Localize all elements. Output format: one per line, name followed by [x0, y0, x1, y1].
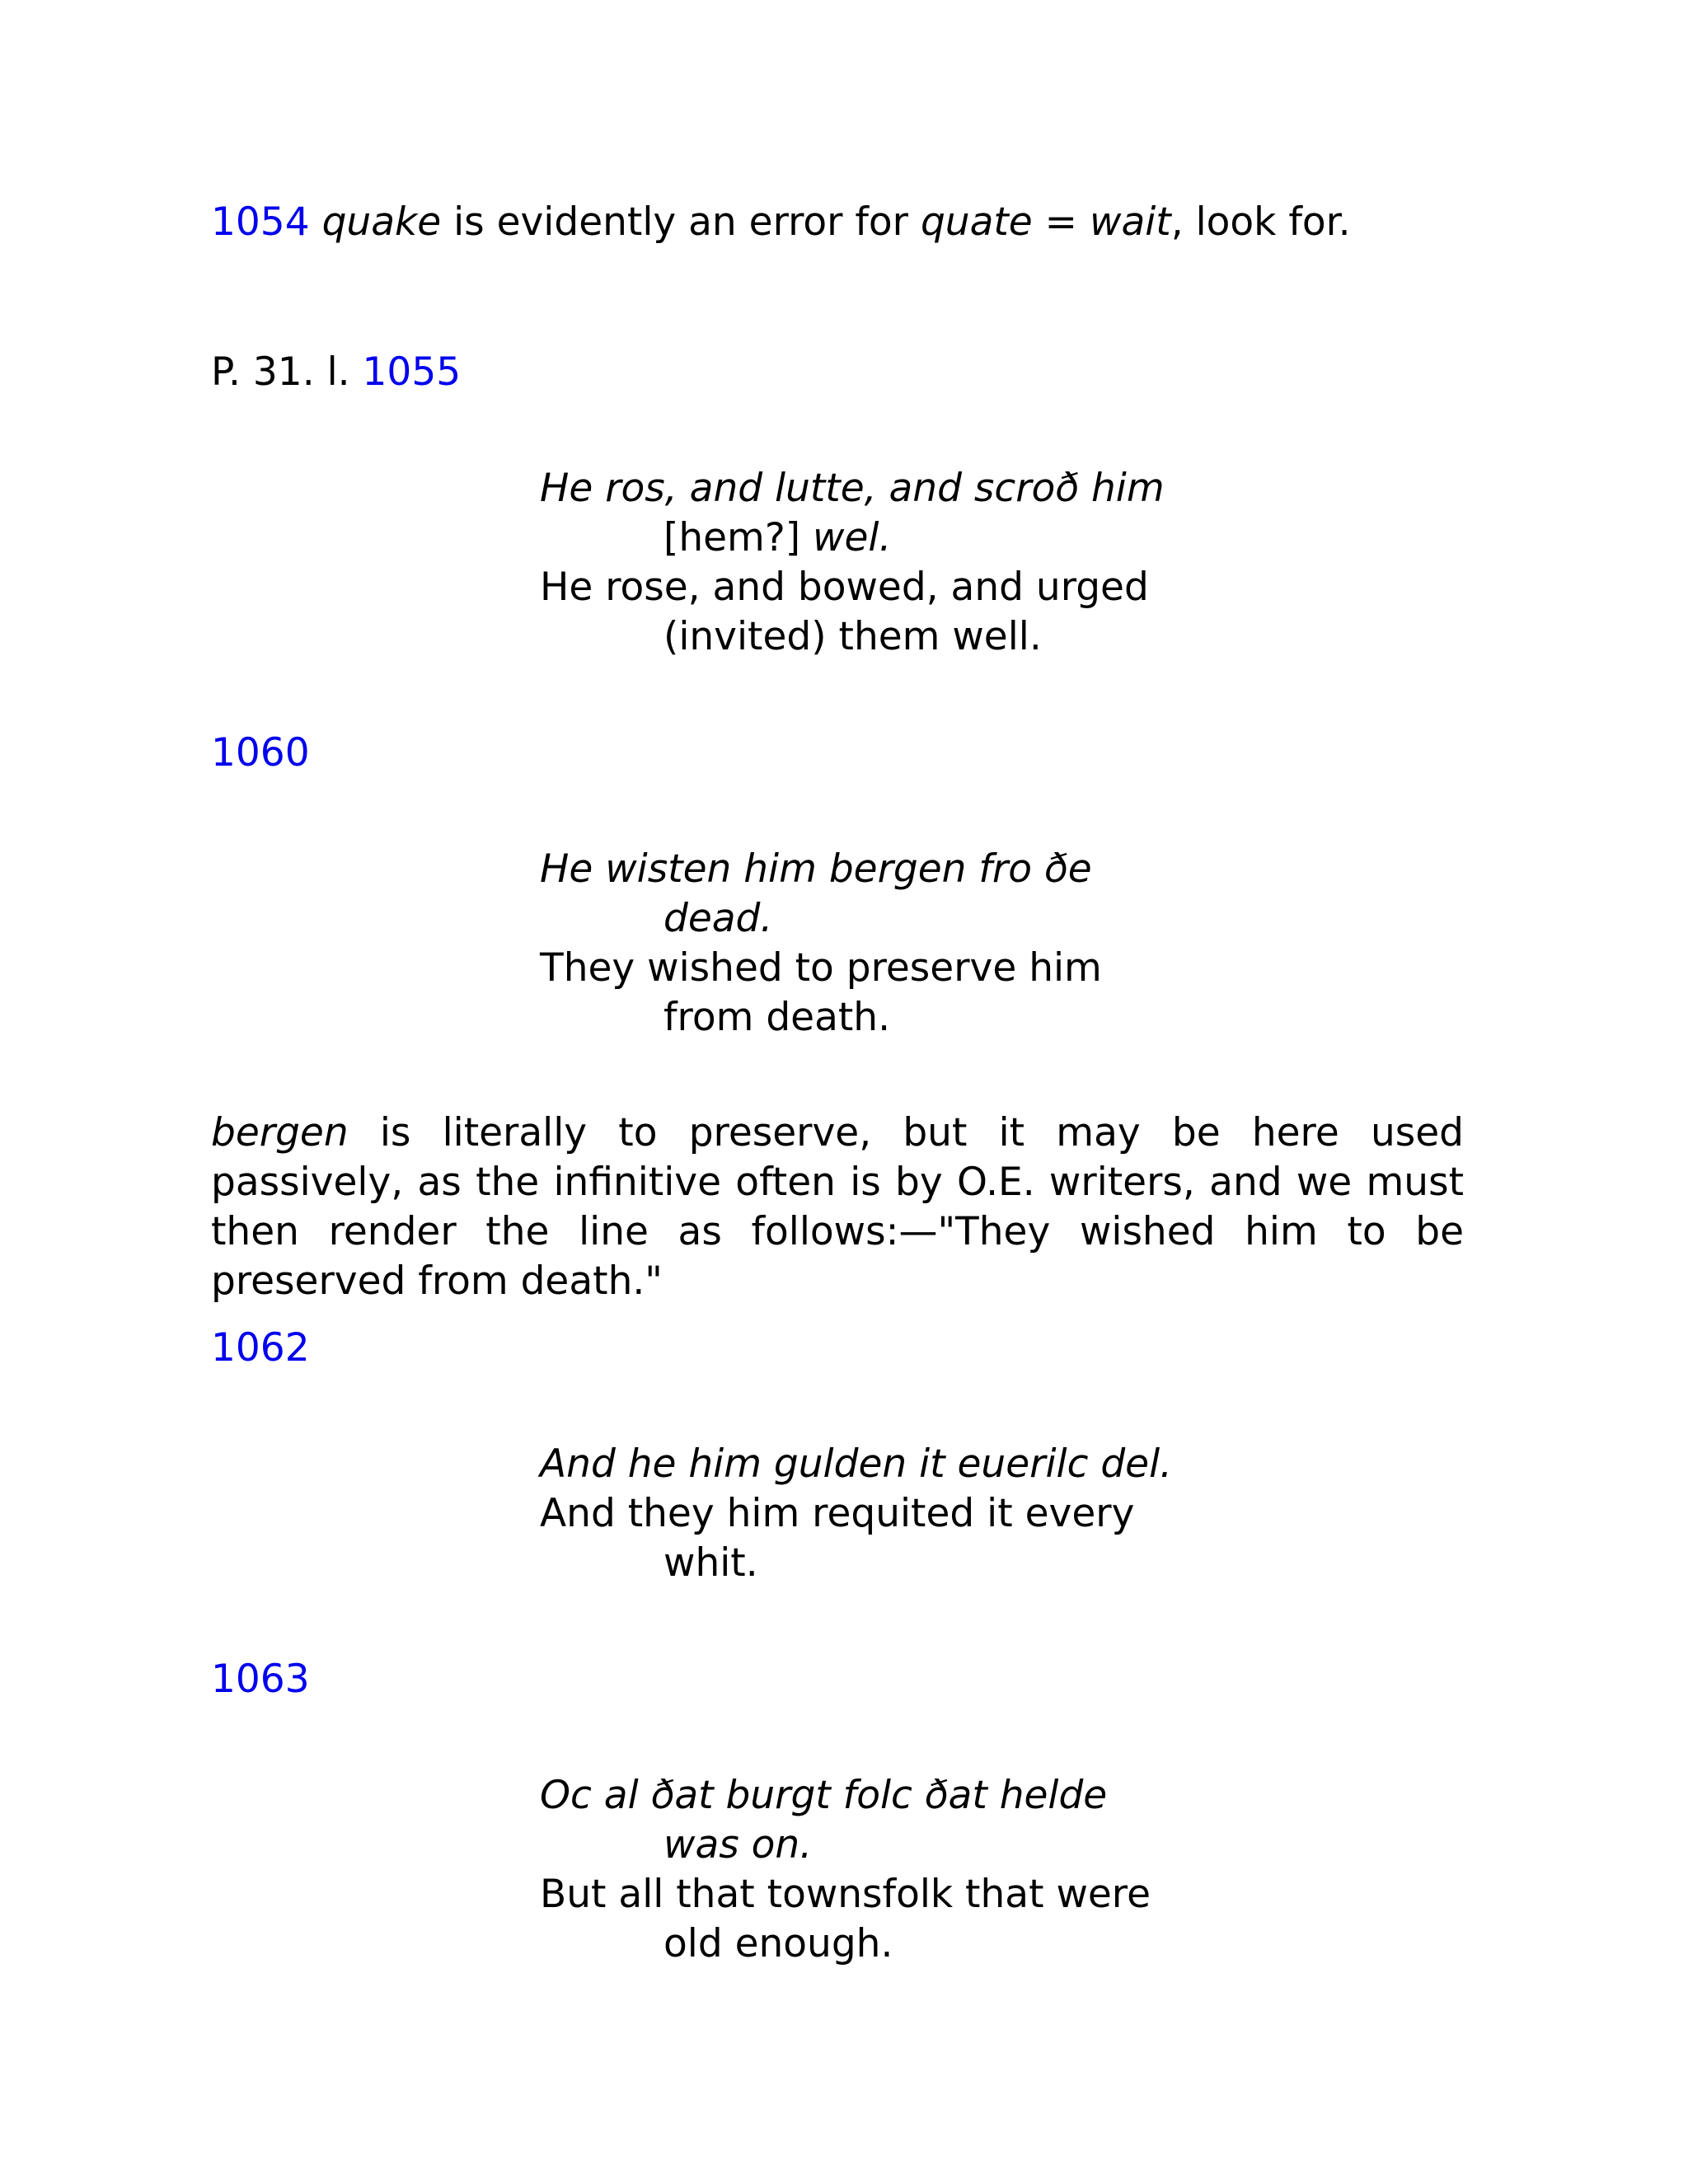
line-ref-link-1063[interactable]: 1063: [211, 1657, 310, 1702]
line-ref-1060: [211, 729, 1464, 778]
verse-original-line: [540, 513, 1282, 563]
verse-translation-line: whit.: [663, 1540, 758, 1586]
line-ref-1062: [211, 1324, 1464, 1373]
verse-original-line: He wisten him bergen fro ðe: [540, 846, 1092, 892]
editorial-note: [hem?]: [663, 515, 814, 560]
italic-word-quate: quate: [920, 199, 1033, 245]
verse-translation-line: But all that townsfolk that were: [540, 1872, 1151, 1917]
verse-original-line: dead.: [663, 896, 773, 941]
space: [310, 199, 322, 245]
verse-1055: [540, 464, 1282, 662]
verse-original-line: was on.: [663, 1822, 813, 1868]
line-ref-link-1060[interactable]: 1060: [211, 730, 310, 776]
line-ref-1063: [211, 1655, 1464, 1704]
note-bergen: [211, 1108, 1464, 1306]
verse-translation-line: They wished to preserve him: [540, 945, 1102, 991]
verse-original-line: And he him gulden it euerilc del.: [540, 1441, 1173, 1487]
verse-1063: [540, 1771, 1282, 1969]
page-line-ref-1055: [211, 348, 1464, 397]
verse-1062: [540, 1440, 1282, 1588]
line-ref-link-1062[interactable]: 1062: [211, 1325, 310, 1371]
line-ref-link-1055[interactable]: 1055: [362, 349, 462, 395]
note-text: , look for.: [1170, 199, 1351, 245]
italic-word-wait: wait: [1090, 199, 1171, 245]
italic-word-quake: quake: [321, 199, 442, 245]
verse-original-line: Oc al ðat burgt folc ðat helde: [540, 1773, 1108, 1818]
line-ref-link-1054[interactable]: 1054: [211, 199, 310, 245]
verse-1060: [540, 845, 1282, 1043]
page-ref-prefix: P. 31. l.: [211, 349, 363, 395]
note-text: is literally to preserve, but it may be here used passively, as the infinitive often is by O.E. writers, and we must then render the line as follows:—"They wished him to be preserved from death.": [211, 1110, 1464, 1304]
verse-original-line: He ros, and lutte, and scroð him: [540, 466, 1165, 511]
italic-word-bergen: bergen: [211, 1110, 349, 1155]
verse-translation-line: And they him requited it every: [540, 1491, 1135, 1536]
note-text: =: [1032, 199, 1090, 245]
note-1054: [211, 198, 1464, 247]
verse-translation-line: He rose, and bowed, and urged: [540, 565, 1149, 610]
verse-translation-line: old enough.: [663, 1921, 893, 1966]
verse-translation-line: (invited) them well.: [663, 614, 1042, 659]
verse-translation-line: from death.: [663, 995, 891, 1040]
verse-original-word: wel.: [813, 515, 892, 560]
note-text: is evidently an error for: [441, 199, 921, 245]
